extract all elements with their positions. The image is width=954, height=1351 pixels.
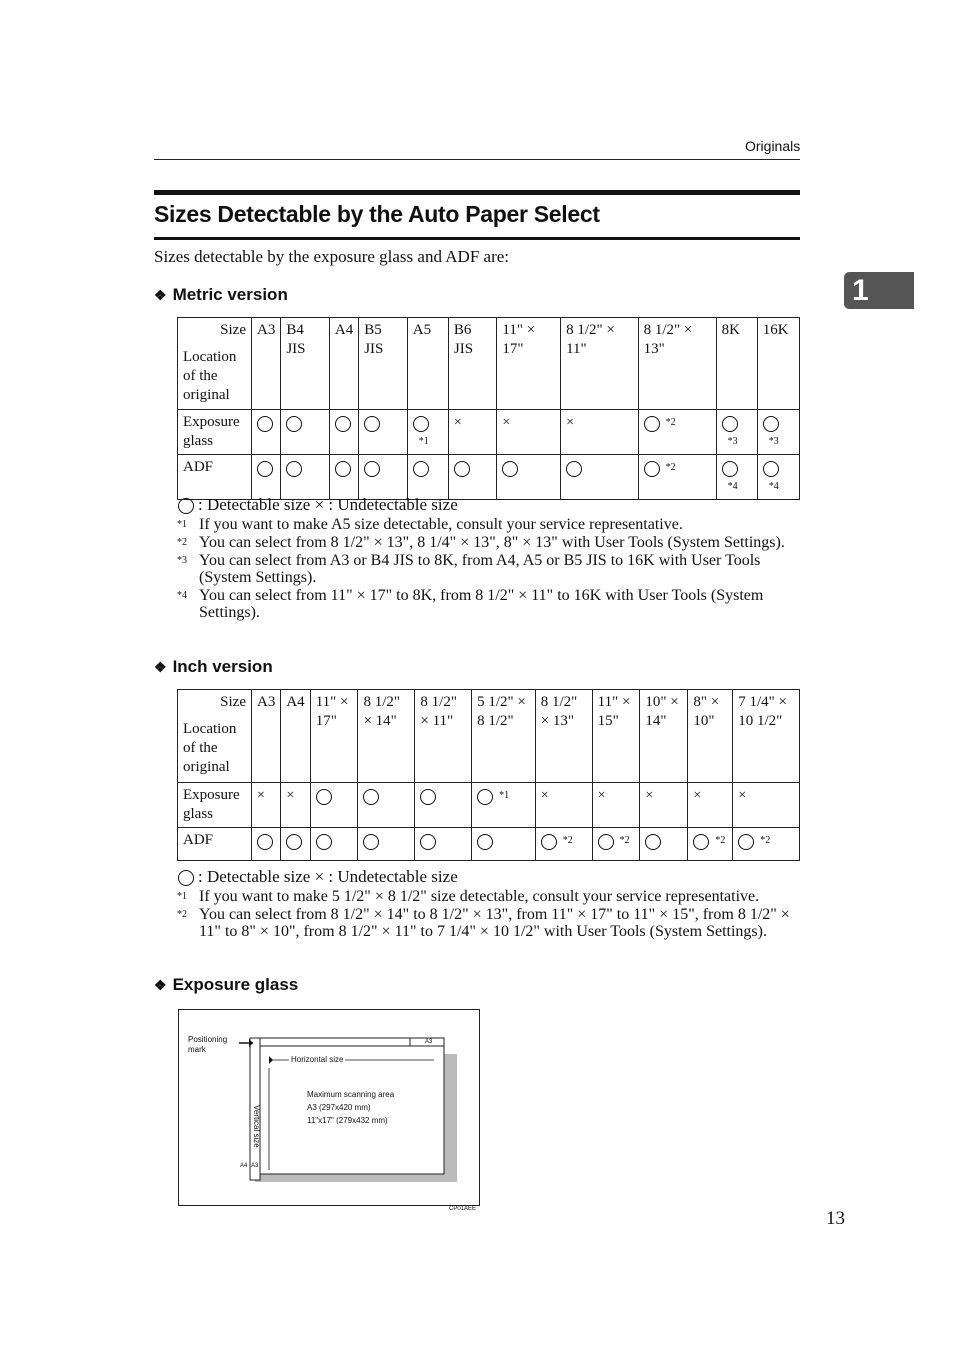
col-header: A4 — [329, 318, 358, 410]
detectable-circle-icon — [566, 461, 582, 477]
table-cell — [592, 783, 640, 828]
table-cell — [359, 455, 408, 500]
table-cell — [359, 410, 408, 455]
table-cell — [448, 410, 497, 455]
col-header: 11" × 15" — [592, 690, 640, 783]
footnote-ref: *3 — [727, 436, 738, 448]
table-cell — [472, 828, 536, 861]
detectable-circle-icon — [644, 461, 660, 477]
detectable-circle-icon — [316, 789, 332, 805]
table-cell — [281, 410, 330, 455]
table-cell — [716, 455, 757, 500]
a4-tag: A4 — [240, 1163, 248, 1169]
detectable-circle-icon — [477, 789, 493, 805]
detectable-circle-icon — [454, 461, 470, 477]
exposure-glass-diagram — [178, 1009, 480, 1212]
col-header: 11" × 17" — [497, 318, 561, 410]
inch-table — [177, 689, 800, 861]
table-cell — [407, 410, 448, 455]
detectable-circle-icon — [363, 834, 379, 850]
metric-heading: ❖ Metric version — [154, 285, 288, 304]
undetectable-mark: × — [566, 415, 574, 430]
table-row — [178, 783, 800, 828]
vertical-size-label: Vertical size — [252, 1105, 261, 1148]
col-header: B6 JIS — [448, 318, 497, 410]
metric-table — [177, 317, 800, 500]
undetectable-mark: × — [645, 788, 654, 803]
col-header: 10" × 14" — [640, 690, 688, 783]
row-label: ADF — [178, 455, 252, 500]
detectable-circle-icon — [477, 834, 493, 850]
footnote: *4 You can select from 11" × 17" to 8K, from 8 1/2" × 11" to 16K with User Tools (System Settings). — [177, 587, 764, 621]
header-rule — [154, 159, 800, 160]
row-label: Exposure glass — [178, 783, 252, 828]
table-cell — [733, 828, 800, 861]
table-cell — [640, 783, 688, 828]
col-header: 8 1/2" × 11" — [415, 690, 472, 783]
a3-size-label: A3 (297x420 mm) — [307, 1103, 371, 1112]
table-cell — [358, 783, 415, 828]
detectable-circle-icon — [763, 416, 779, 432]
row-label: ADF — [178, 828, 252, 861]
footnote-ref: *2 — [760, 835, 771, 846]
detectable-circle-icon — [693, 834, 709, 850]
undetectable-mark: × — [502, 415, 511, 430]
table-cell — [281, 828, 310, 861]
detectable-circle-icon — [257, 416, 273, 432]
table-row — [178, 828, 800, 861]
table-cell — [640, 828, 688, 861]
inch-heading: ❖ Inch version — [154, 657, 273, 676]
table-cell — [638, 455, 716, 500]
chapter-tab: 1 — [844, 272, 914, 309]
footnote-ref: *2 — [665, 417, 676, 428]
table-cell — [497, 410, 561, 455]
diamond-icon: ❖ — [154, 977, 167, 993]
horizontal-size-label: Horizontal size — [291, 1055, 344, 1064]
a3-side-tag: A3 — [251, 1163, 259, 1169]
detectable-circle-icon — [722, 416, 738, 432]
col-header: 8 1/2" × 13" — [638, 318, 716, 410]
diamond-icon: ❖ — [154, 659, 167, 675]
running-header: Originals — [745, 138, 801, 154]
footnote: *2 You can select from 8 1/2" × 13", 8 1/4" × 13", 8" × 13" with User Tools (System Settings). — [177, 534, 785, 551]
table-cell — [592, 828, 640, 861]
detectable-circle-icon — [364, 416, 380, 432]
table-cell — [561, 410, 639, 455]
col-header: A4 — [281, 690, 310, 783]
ledger-size-label: 11"x17" (279x432 mm) — [307, 1116, 388, 1125]
table-cell — [252, 828, 281, 861]
table-cell — [448, 455, 497, 500]
footnote: *1 If you want to make 5 1/2" × 8 1/2" size detectable, consult your service representative. — [177, 888, 760, 905]
footnote-ref: *2 — [619, 835, 630, 846]
detectable-circle-icon — [413, 461, 429, 477]
table-cell — [638, 410, 716, 455]
detectable-circle-icon — [645, 834, 661, 850]
diamond-icon: ❖ — [154, 287, 167, 303]
col-header: B4 JIS — [281, 318, 330, 410]
table-cell — [472, 783, 536, 828]
title-rule-bottom — [154, 237, 800, 240]
page-title: Sizes Detectable by the Auto Paper Select — [154, 201, 600, 227]
table-cell — [329, 410, 358, 455]
undetectable-mark: × — [286, 788, 295, 803]
detectable-circle-icon — [257, 461, 273, 477]
detectable-circle-icon — [286, 416, 302, 432]
detectable-circle-icon — [363, 789, 379, 805]
inch-legend: : Detectable size × : Undetectable size — [178, 867, 458, 887]
metric-legend: : Detectable size × : Undetectable size — [178, 495, 458, 515]
undetectable-mark: × — [257, 788, 265, 803]
footnote: *1 If you want to make A5 size detectable, consult your service representative. — [177, 516, 683, 533]
undetectable-mark: × — [597, 788, 606, 803]
table-cell — [497, 455, 561, 500]
col-header: B5 JIS — [359, 318, 408, 410]
table-cell — [252, 783, 281, 828]
footnote-ref: *2 — [562, 835, 573, 846]
footnote-ref: *2 — [665, 462, 676, 474]
detectable-circle-icon — [598, 834, 614, 850]
detectable-circle-icon — [502, 461, 518, 477]
undetectable-mark: × — [738, 788, 747, 803]
col-header: 5 1/2" × 8 1/2" — [472, 690, 536, 783]
page-number: 13 — [826, 1208, 845, 1229]
col-header: 16K — [757, 318, 799, 410]
detectable-circle-icon — [178, 870, 194, 886]
table-cell — [281, 455, 330, 500]
detectable-circle-icon — [335, 416, 351, 432]
max-area-label: Maximum scanning area — [307, 1090, 395, 1099]
table-row — [178, 410, 800, 455]
table-cell — [733, 783, 800, 828]
table-cell — [415, 783, 472, 828]
table-cell — [561, 455, 639, 500]
table-cell — [252, 455, 281, 500]
col-header: 8K — [716, 318, 757, 410]
col-header: A5 — [407, 318, 448, 410]
col-header: 8" × 10" — [688, 690, 733, 783]
footnote-ref: *1 — [499, 790, 510, 801]
table-cell — [407, 455, 448, 500]
undetectable-mark: × — [453, 415, 462, 430]
col-header: 7 1/4" × 10 1/2" — [733, 690, 800, 783]
table-cell — [329, 455, 358, 500]
row-label: Exposure glass — [178, 410, 252, 455]
footnote-ref: *4 — [727, 481, 738, 493]
table-cell — [310, 828, 358, 861]
table-cell — [535, 828, 592, 861]
figure-code: CP01AEE — [449, 1206, 477, 1212]
detectable-circle-icon — [413, 416, 429, 432]
detectable-circle-icon — [763, 461, 779, 477]
col-header: 11" × 17" — [310, 690, 358, 783]
table-cell — [757, 410, 799, 455]
col-header: 8 1/2" × 13" — [535, 690, 592, 783]
inch-footnotes — [177, 888, 800, 940]
detectable-circle-icon — [316, 834, 332, 850]
corner-cell: Size Location of the original — [178, 318, 252, 410]
a3-tag: A3 — [425, 1039, 433, 1045]
corner-cell: Size Location of the original — [178, 690, 252, 783]
col-header: A3 — [252, 318, 281, 410]
table-cell — [358, 828, 415, 861]
footnote: *2 You can select from 8 1/2" × 14" to 8 1/2" × 13", from 11" × 17" to 11" × 15", from 8 1/2" × 11" to 8" × 10", from 8 1/2" × 11" to 7 1/4" × 10 1/2" with User Tools (System Settings). — [177, 906, 790, 940]
detectable-circle-icon — [335, 461, 351, 477]
footnote-ref: *2 — [715, 835, 726, 846]
table-cell — [415, 828, 472, 861]
table-cell — [252, 410, 281, 455]
detectable-circle-icon — [364, 461, 380, 477]
col-header: A3 — [252, 690, 281, 783]
table-row — [178, 455, 800, 500]
top-scale — [250, 1038, 410, 1046]
positioning-mark-label: Positioning mark — [188, 1035, 228, 1054]
table-cell — [281, 783, 310, 828]
table-cell — [535, 783, 592, 828]
detectable-circle-icon — [257, 834, 273, 850]
col-header: 8 1/2" × 11" — [561, 318, 639, 410]
footnote-ref: *4 — [768, 481, 779, 493]
footnote-ref: *3 — [768, 436, 779, 448]
detectable-circle-icon — [722, 461, 738, 477]
detectable-circle-icon — [420, 789, 436, 805]
table-cell — [688, 783, 733, 828]
table-cell — [716, 410, 757, 455]
detectable-circle-icon — [644, 416, 660, 432]
detectable-circle-icon — [541, 834, 557, 850]
col-header: 8 1/2" × 14" — [358, 690, 415, 783]
table-cell — [688, 828, 733, 861]
footnote-ref: *1 — [418, 436, 429, 448]
exposure-heading: ❖ Exposure glass — [154, 975, 299, 994]
table-cell — [310, 783, 358, 828]
detectable-circle-icon — [738, 834, 754, 850]
detectable-circle-icon — [178, 498, 194, 514]
detectable-circle-icon — [420, 834, 436, 850]
title-rule-top — [154, 190, 800, 195]
footnote: *3 You can select from A3 or B4 JIS to 8K, from A4, A5 or B5 JIS to 16K with User Tools (System Settings). — [177, 552, 761, 586]
detectable-circle-icon — [286, 834, 302, 850]
detectable-circle-icon — [286, 461, 302, 477]
table-cell — [757, 455, 799, 500]
metric-footnotes — [177, 516, 800, 621]
undetectable-mark: × — [693, 788, 702, 803]
intro-text: Sizes detectable by the exposure glass and ADF are: — [154, 247, 510, 266]
undetectable-mark: × — [540, 788, 549, 803]
